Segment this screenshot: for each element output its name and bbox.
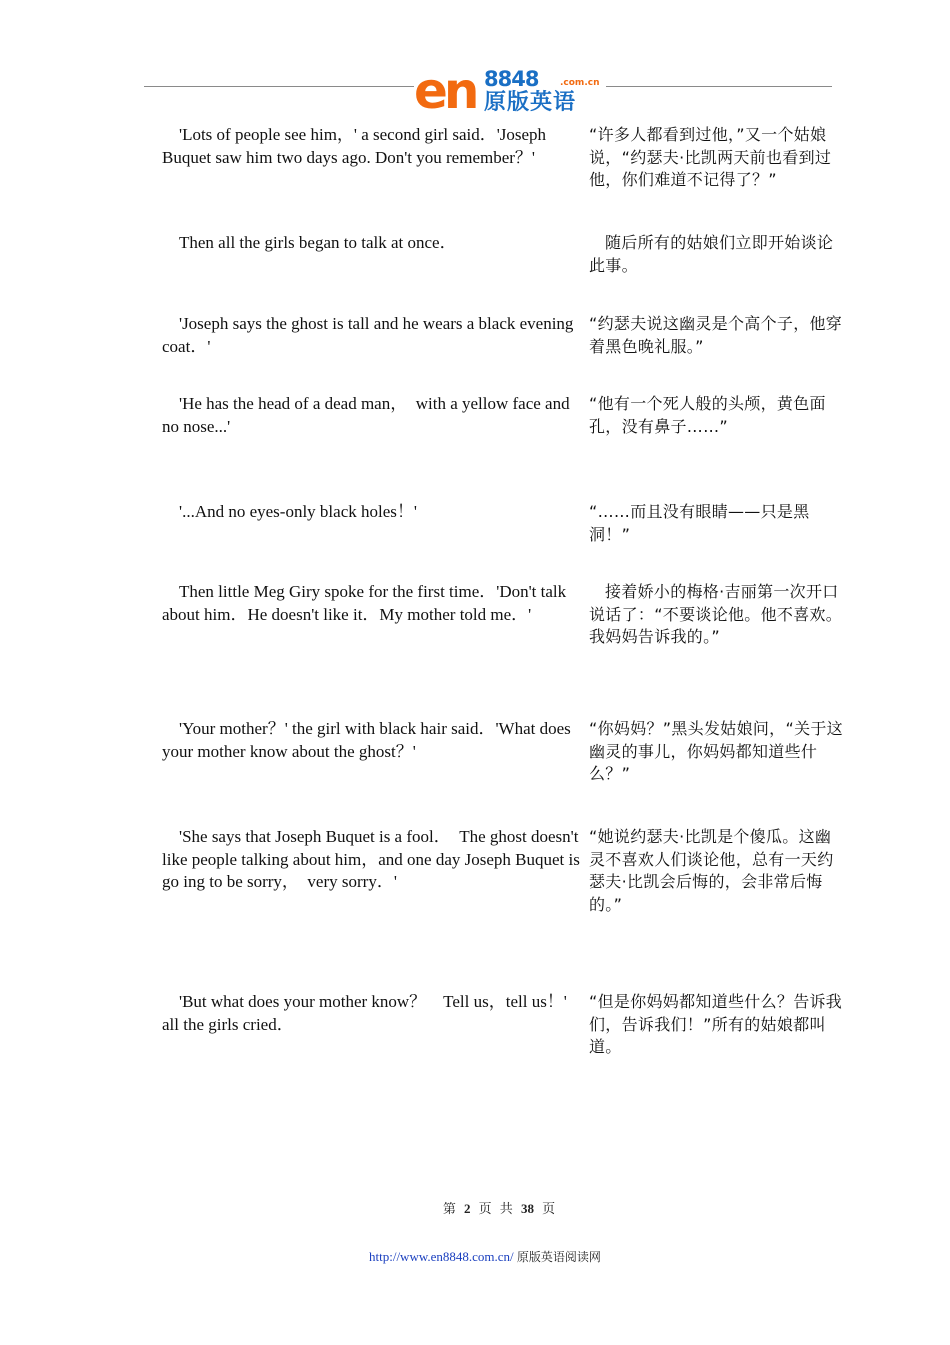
paragraph-en-5: '...And no eyes-only black holes！' bbox=[179, 502, 417, 521]
page-total: 38 bbox=[520, 1201, 534, 1216]
site-logo[interactable] bbox=[414, 62, 606, 120]
paragraph-zh-7: “你妈妈？”黑头发姑娘问，“关于这幽灵的事儿，你妈妈都知道些什么？” bbox=[589, 719, 843, 783]
footer-url[interactable]: http://www.en8848.com.cn/ bbox=[369, 1249, 514, 1264]
paragraph-en-3: 'Joseph says the ghost is tall and he wears a black evening coat．' bbox=[162, 314, 574, 356]
logo-chinese-name: 原版英语 bbox=[484, 90, 577, 115]
paragraph-zh-3: “约瑟夫说这幽灵是个高个子，他穿着黑色晚礼服。” bbox=[589, 314, 843, 356]
paragraph-zh-8: “她说约瑟夫·比凯是个傻瓜。这幽灵不喜欢人们谈论他，总有一天约瑟夫·比凯会后悔的，会非常后悔的。” bbox=[589, 827, 834, 914]
page-current: 2 bbox=[464, 1201, 471, 1216]
footer-link[interactable] bbox=[369, 1248, 601, 1265]
paragraph-zh-5: “……而且没有眼睛——只是黑洞！” bbox=[589, 502, 810, 544]
paragraph-en-1: 'Lots of people see him，' a second girl said．'Joseph Buquet saw him two days ago. Don't you remember？' bbox=[162, 125, 547, 167]
paragraph-en-8: 'She says that Joseph Buquet is a fool． The ghost doesn't like people talking about him，and one day Joseph Buquet is go ing to be sorry， very sorry．' bbox=[162, 827, 580, 891]
page-suffix: 页 bbox=[542, 1202, 556, 1217]
paragraph-en-7: 'Your mother？' the girl with black hair said．'What does your mother know about the ghost？' bbox=[162, 719, 571, 761]
paragraph-en-2: Then all the girls began to talk at once． bbox=[179, 233, 457, 252]
footer-site-name: 原版英语阅读网 bbox=[516, 1250, 601, 1264]
logo-en-text: en bbox=[414, 62, 476, 120]
logo-number: 8848 bbox=[484, 67, 539, 91]
page-prefix: 第 bbox=[442, 1202, 456, 1217]
logo-domain: .com.cn bbox=[560, 78, 600, 88]
paragraph-en-4: 'He has the head of a dead man， with a yellow face and no nose...' bbox=[162, 394, 570, 436]
paragraph-en-6: Then little Meg Giry spoke for the first time．'Don't talk about him．He doesn't like it．My mother told me．' bbox=[162, 582, 567, 624]
paragraph-en-9: 'But what does your mother know？ Tell us，tell us！' all the girls cried． bbox=[162, 992, 567, 1034]
paragraph-zh-2: 随后所有的姑娘们立即开始谈论此事。 bbox=[589, 233, 834, 275]
paragraph-zh-4: “他有一个死人般的头颅，黄色面孔，没有鼻子……” bbox=[589, 394, 826, 436]
paragraph-zh-6: 接着娇小的梅格·吉丽第一次开口说话了：“不要谈论他。他不喜欢。我妈妈告诉我的。” bbox=[589, 582, 843, 646]
paragraph-zh-1: “许多人都看到过他，”又一个姑娘说，“约瑟夫·比凯两天前也看到过他，你们难道不记得了？” bbox=[589, 125, 832, 189]
page-mid: 页 共 bbox=[478, 1202, 513, 1217]
paragraph-zh-9: “但是你妈妈都知道些什么？告诉我们，告诉我们！”所有的姑娘都叫道。 bbox=[589, 992, 843, 1056]
page-number bbox=[24, 1198, 950, 1217]
